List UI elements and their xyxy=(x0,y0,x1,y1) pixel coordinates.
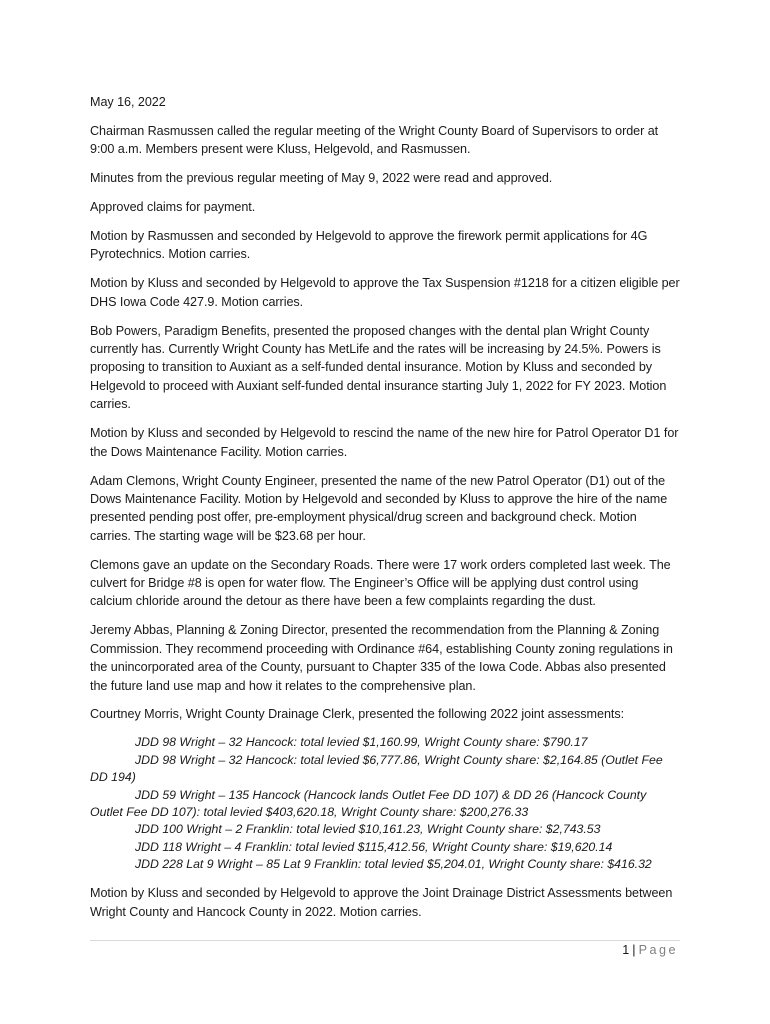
paragraph-tax-suspension: Motion by Kluss and seconded by Helgevold to approve the Tax Suspension #1218 for a citizen eligible per DHS Iowa Code 427.9. Motion carries. xyxy=(90,276,680,309)
assessment-list xyxy=(90,734,680,873)
paragraph-zoning: Jeremy Abbas, Planning & Zoning Director, presented the recommendation from the Planning & Zoning Commission. They recommend proceeding with Ordinance #64, establishing County zoning regulations in the unincorporated area of the County, pursuant to Chapter 335 of the Iowa Code. Abbas also presented the future land use map and how it relates to the comprehensive plan. xyxy=(90,623,673,693)
page-label: Page xyxy=(638,943,678,957)
paragraph-drainage-intro: Courtney Morris, Wright County Drainage Clerk, presented the following 2022 joint assessments: xyxy=(90,707,625,722)
paragraph-claims: Approved claims for payment. xyxy=(90,200,256,215)
assessment-item: JDD 118 Wright – 4 Franklin: total levied $115,412.56, Wright County share: $19,620.14 xyxy=(135,839,613,854)
footer-divider xyxy=(90,940,680,941)
assessment-item: JDD 59 Wright – 135 Hancock (Hancock lands Outlet Fee DD 107) & DD 26 (Hancock County Outlet Fee DD 107): total levied $403,620.18, Wright County share: $200,276.33 xyxy=(90,787,647,819)
paragraph-dental-plan: Bob Powers, Paradigm Benefits, presented the proposed changes with the dental plan Wright County currently has. Currently Wright County has MetLife and the rates will be increasing by 24.5%. Powers is proposing to transition to Auxiant as a self-funded dental insurance. Motion by Kluss and seconded by Helgevold to proceed with Auxiant self-funded dental insurance starting July 1, 2022 for FY 2023. Motion carries. xyxy=(90,323,667,412)
paragraph-minutes: Minutes from the previous regular meeting of May 9, 2022 were read and approved. xyxy=(90,171,553,186)
paragraph-rescind-hire: Motion by Kluss and seconded by Helgevold to rescind the name of the new hire for Patrol Operator D1 for the Dows Maintenance Facility. Motion carries. xyxy=(90,426,679,459)
paragraph-secondary-roads: Clemons gave an update on the Secondary Roads. There were 17 work orders completed last week. The culvert for Bridge #8 is open for water flow. The Engineer’s Office will be applying dust control using calcium chloride around the detour as there have been a few complaints regarding the dust. xyxy=(90,557,671,609)
paragraph-drainage-motion: Motion by Kluss and seconded by Helgevold to approve the Joint Drainage District Assessments between Wright County and Hancock County in 2022. Motion carries. xyxy=(90,886,673,919)
paragraph-firework-permit: Motion by Rasmussen and seconded by Helgevold to approve the firework permit applications for 4G Pyrotechnics. Motion carries. xyxy=(90,229,648,262)
assessment-item: JDD 98 Wright – 32 Hancock: total levied $6,777.86, Wright County share: $2,164.85 (Outlet Fee DD 194) xyxy=(90,752,663,785)
assessment-item: JDD 100 Wright – 2 Franklin: total levied $10,161.23, Wright County share: $2,743.53 xyxy=(135,822,601,837)
meeting-date: May 16, 2022 xyxy=(90,95,166,109)
assessment-item: JDD 98 Wright – 32 Hancock: total levied $1,160.99, Wright County share: $790.17 xyxy=(135,735,588,750)
paragraph-new-hire: Adam Clemons, Wright County Engineer, presented the name of the new Patrol Operator (D1) out of the Dows Maintenance Facility. Motion by Helgevold and seconded by Kluss to approve the hire of the name presented pending post offer, pre-employment physical/drug screen and background check. Motion carries. The starting wage will be $23.68 per hour. xyxy=(90,473,668,543)
page-number: 1 xyxy=(622,943,630,957)
footer-separator: | xyxy=(632,943,636,957)
page-footer xyxy=(622,943,678,957)
paragraph-call-to-order: Chairman Rasmussen called the regular meeting of the Wright County Board of Supervisors to order at 9:00 a.m. Members present were Kluss, Helgevold, and Rasmussen. xyxy=(90,123,659,157)
assessment-item: JDD 228 Lat 9 Wright – 85 Lat 9 Franklin: total levied $5,204.01, Wright County share: $416.32 xyxy=(135,857,652,872)
